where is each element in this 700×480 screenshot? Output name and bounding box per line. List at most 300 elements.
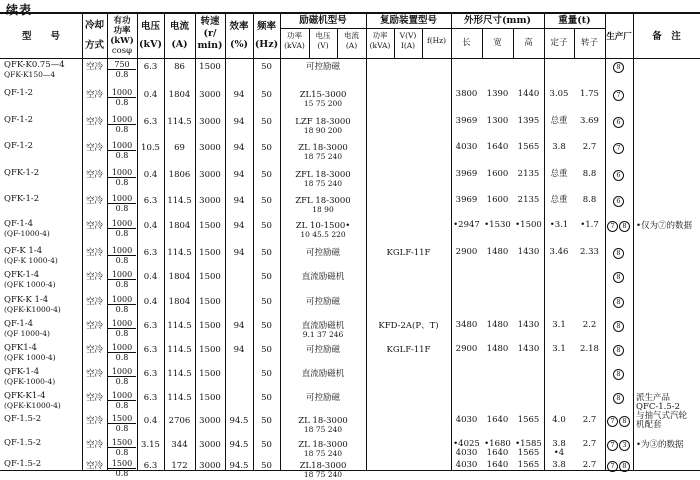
power-fraction (108, 219, 136, 238)
factory-codes (605, 345, 633, 356)
header-exciter-power: 功率 (kVA) (284, 31, 305, 50)
cooling-type: 空冷 (85, 143, 103, 153)
rotor-value: •1.7 (580, 220, 599, 230)
factory-code-badge: 8 (613, 297, 624, 308)
compound-model: KFD-2A(P、T) (378, 321, 439, 331)
header-frequency: 频率 (Hz) (254, 21, 279, 50)
power-cos: 0.8 (115, 256, 129, 265)
len-value: •2947 (453, 220, 480, 230)
power-kw: 1000 (108, 88, 136, 98)
exciter-model: ZFL 18-3000 (295, 196, 351, 206)
exciter-model: LZF 18-3000 (295, 117, 351, 127)
power-cos: 0.8 (115, 401, 129, 410)
freq-value: 50 (261, 321, 272, 331)
exciter-model: 可控励磁 (305, 393, 340, 403)
stator-value: 4.0 (552, 415, 566, 425)
power-fraction (108, 343, 136, 362)
factory-codes (605, 440, 633, 451)
speed-value: 1500 (199, 321, 221, 331)
current-value: 114.5 (167, 321, 192, 331)
exciter-model: 可控励磁 (305, 345, 340, 355)
power-kw: 1000 (108, 219, 136, 229)
power-fraction (108, 295, 136, 314)
factory-codes (605, 297, 633, 308)
current-value: 114.5 (167, 117, 192, 127)
factory-codes (605, 461, 633, 472)
power-fraction (108, 115, 136, 134)
factory-codes (605, 416, 633, 427)
factory-codes (605, 62, 633, 73)
stator-value: 3.1 (552, 344, 566, 354)
speed-value: 1500 (199, 221, 221, 231)
freq-value: 50 (261, 272, 272, 282)
cooling-type: 空冷 (85, 117, 103, 127)
eff-value: 94 (233, 221, 245, 231)
exciter-model: ZFL 18-3000 (295, 170, 351, 180)
freq-value: 50 (261, 221, 272, 231)
speed-value: 3000 (199, 440, 221, 450)
cooling-type: 空冷 (85, 90, 103, 100)
wid-value: 1640 (486, 142, 509, 152)
power-cos: 0.8 (115, 469, 129, 478)
exciter-model: 18 75 240 (303, 179, 343, 188)
power-kw: 1000 (108, 141, 136, 151)
stator-value: 3.1 (552, 320, 566, 330)
current-value: 1804 (168, 221, 191, 231)
header-weight: 重量(t) (558, 15, 591, 26)
speed-value: 1500 (199, 272, 221, 282)
header-compound: 复励装置型号 (379, 15, 437, 26)
wid-value: 1600 (486, 195, 509, 205)
note-text: QFC-1.5-2 (636, 402, 681, 412)
power-cos: 0.8 (115, 125, 129, 134)
header-voltage: 电压 (kV) (139, 21, 162, 50)
current-value: 1804 (168, 297, 191, 307)
factory-code-badge: 8 (613, 369, 624, 380)
rotor-value: 3.69 (580, 116, 599, 126)
stator-value: 3.8 (552, 460, 566, 470)
len-value: 4030 (455, 460, 478, 470)
cooling-type: 空冷 (85, 297, 103, 307)
eff-value: 94 (233, 90, 245, 100)
eff-value: 94 (233, 248, 245, 258)
power-cos: 0.8 (115, 448, 129, 457)
speed-value: 1500 (199, 297, 221, 307)
factory-code-badge: 8 (619, 461, 630, 472)
rotor-value: 8.8 (582, 195, 597, 205)
factory-codes (605, 196, 633, 207)
current-value: 172 (171, 461, 188, 471)
model-name: (QFK 1000-4) (4, 353, 56, 362)
note-text: 派生产品 (636, 393, 671, 403)
model-name: QFK-K150—4 (4, 70, 56, 79)
power-cos: 0.8 (115, 305, 129, 314)
power-cos: 0.8 (115, 151, 129, 160)
exciter-model: 18 75 240 (303, 470, 343, 479)
factory-code-badge: 3 (619, 440, 630, 451)
voltage-value: 0.4 (143, 272, 158, 282)
current-value: 114.5 (167, 369, 192, 379)
cooling-type: 空冷 (85, 62, 103, 72)
cooling-type: 空冷 (85, 170, 103, 180)
cooling-type: 空冷 (85, 321, 103, 331)
power-fraction (108, 246, 136, 265)
note-text: 机配套 (636, 420, 662, 430)
freq-value: 50 (261, 345, 272, 355)
voltage-value: 10.5 (141, 143, 160, 153)
exciter-model: 18 75 240 (303, 425, 343, 434)
factory-codes (605, 272, 633, 283)
model-name: QFK-K 1-4 (4, 295, 49, 305)
stator-value: 3.8 (552, 142, 566, 152)
hgt-value: 1565 (517, 415, 540, 425)
wid-value: 1390 (486, 89, 509, 99)
power-kw: 1500 (108, 414, 136, 424)
model-name: QF-1.5-2 (4, 414, 42, 424)
model-name: QFK-K1-4 (4, 391, 46, 401)
current-value: 86 (174, 62, 185, 72)
header-compound-power: 功率 (kVA) (369, 31, 391, 50)
exciter-model: 可控励磁 (305, 248, 340, 258)
factory-code-badge: 7 (607, 440, 618, 451)
model-name: QF-1-4 (4, 319, 34, 329)
model-name: QFK-1-2 (4, 194, 40, 204)
factory-codes (605, 90, 633, 101)
cooling-type: 空冷 (85, 393, 103, 403)
header-factory: 生产厂 (606, 32, 632, 42)
freq-value: 50 (261, 90, 272, 100)
header-height: 高 (524, 38, 533, 48)
hgt-value: 1430 (517, 344, 540, 354)
eff-value: 94.5 (229, 461, 249, 471)
len-value: 3800 (455, 89, 478, 99)
header-exciter-voltage: 电压 (V) (315, 31, 331, 50)
model-name: QFK-1-4 (4, 367, 40, 377)
factory-code-badge: 8 (613, 272, 624, 283)
len-value: 2900 (455, 344, 478, 354)
stator-value: 3.8 •4 (552, 439, 566, 458)
rotor-value: 2.7 (582, 460, 597, 470)
factory-code-badge: 8 (613, 393, 624, 404)
speed-value: 1500 (199, 393, 221, 403)
factory-code-badge: 6 (613, 117, 624, 128)
len-value: 2900 (455, 247, 478, 257)
exciter-model: 18 90 200 (303, 126, 343, 135)
current-value: 2706 (168, 416, 191, 426)
power-kw: 1000 (108, 115, 136, 125)
current-value: 114.5 (167, 248, 192, 258)
rotor-value: 1.75 (580, 89, 599, 99)
factory-code-badge: 7 (607, 416, 618, 427)
power-kw: 1000 (108, 391, 136, 401)
header-rotor: 转子 (580, 38, 598, 48)
exciter-model: ZL18-3000 (299, 461, 347, 471)
speed-value: 3000 (199, 170, 221, 180)
freq-value: 50 (261, 117, 272, 127)
wid-value: 1480 (486, 320, 509, 330)
current-value: 114.5 (167, 393, 192, 403)
cooling-type: 空冷 (85, 416, 103, 426)
header-compound-freq: f(Hz) (426, 36, 447, 45)
current-value: 69 (174, 143, 185, 153)
voltage-value: 6.3 (143, 248, 158, 258)
speed-value: 3000 (199, 117, 221, 127)
factory-code-badge: 7 (613, 143, 624, 154)
power-fraction (108, 141, 136, 160)
note-text: •仅为⑦的数据 (636, 221, 693, 231)
power-cos: 0.8 (115, 204, 129, 213)
voltage-value: 0.4 (143, 416, 158, 426)
hgt-value: 1440 (517, 89, 540, 99)
header-efficiency: 效率 (%) (229, 21, 249, 50)
power-kw: 750 (108, 60, 136, 70)
eff-value: 94 (233, 345, 245, 355)
factory-code-badge: 7 (613, 90, 624, 101)
wid-value: 1640 (486, 415, 509, 425)
power-cos: 0.8 (115, 178, 129, 187)
speed-value: 1500 (199, 62, 221, 72)
wid-value: 1480 (486, 344, 509, 354)
wid-value: 1480 (486, 247, 509, 257)
power-kw: 1000 (108, 270, 136, 280)
exciter-model: 15 75 200 (303, 99, 343, 108)
model-name: (QFK-K1000-4) (4, 305, 61, 314)
freq-value: 50 (261, 62, 272, 72)
header-speed: 转速 (r/ min) (197, 16, 223, 51)
factory-codes (605, 369, 633, 380)
wid-value: •1530 (484, 220, 511, 230)
eff-value: 94 (233, 321, 245, 331)
voltage-value: 3.15 (141, 440, 160, 450)
power-cos: 0.8 (115, 70, 129, 79)
voltage-value: 6.3 (143, 321, 158, 331)
wid-value: •1680 1640 (484, 439, 511, 458)
len-value: 3969 (455, 195, 478, 205)
wid-value: 1300 (486, 116, 509, 126)
factory-codes (605, 221, 633, 232)
hgt-value: 2135 (517, 169, 540, 179)
cooling-type: 空冷 (85, 345, 103, 355)
spec-table (0, 14, 700, 479)
power-fraction (108, 194, 136, 213)
model-name: (QF-K 1000-4) (4, 256, 58, 265)
factory-code-badge: 7 (607, 221, 618, 232)
header-dims: 外形尺寸(mm) (463, 15, 532, 26)
freq-value: 50 (261, 440, 272, 450)
power-kw: 1000 (108, 343, 136, 353)
power-cos: 0.8 (115, 229, 129, 238)
model-name: QF-1-2 (4, 115, 34, 125)
factory-code-badge: 8 (613, 62, 624, 73)
model-name: (QF-1000-4) (4, 229, 50, 238)
freq-value: 50 (261, 297, 272, 307)
exciter-model: 18 90 (312, 205, 334, 214)
hgt-value: 1430 (517, 320, 540, 330)
power-cos: 0.8 (115, 424, 129, 433)
compound-model: KGLF-11F (386, 248, 431, 258)
voltage-value: 6.3 (143, 62, 158, 72)
cooling-type: 空冷 (85, 440, 103, 450)
current-value: 114.5 (167, 345, 192, 355)
factory-code-badge: 8 (619, 221, 630, 232)
speed-value: 1500 (199, 248, 221, 258)
note-text: 与抽气式汽轮 (636, 411, 688, 421)
eff-value: 94.5 (229, 416, 249, 426)
power-kw: 1500 (108, 438, 136, 448)
factory-codes (605, 321, 633, 332)
power-fraction (108, 367, 136, 386)
model-name: QF-1-2 (4, 88, 34, 98)
exciter-model: 可控励磁 (305, 62, 340, 72)
rotor-value: 2.2 (582, 320, 597, 330)
voltage-value: 6.3 (143, 117, 158, 127)
model-name: (QFK-K1000-4) (4, 401, 61, 410)
stator-value: 3.05 (549, 89, 569, 99)
hgt-value: 1565 (517, 460, 540, 470)
eff-value: 94 (233, 196, 245, 206)
model-name: (QF 1000-4) (4, 329, 50, 338)
factory-codes (605, 170, 633, 181)
exciter-model: 18 75 240 (303, 449, 343, 458)
factory-code-badge: 6 (613, 170, 624, 181)
freq-value: 50 (261, 416, 272, 426)
voltage-value: 0.4 (143, 221, 158, 231)
speed-value: 3000 (199, 90, 221, 100)
power-cos: 0.8 (115, 377, 129, 386)
wid-value: 1640 (486, 460, 509, 470)
len-value: 3480 (455, 320, 478, 330)
eff-value: 94.5 (229, 440, 249, 450)
factory-code-badge: 7 (607, 461, 618, 472)
exciter-model: ZL 18-3000 (298, 440, 348, 450)
exciter-model: ZL 18-3000 (298, 416, 348, 426)
eff-value: 94 (233, 143, 245, 153)
power-cos: 0.8 (115, 329, 129, 338)
exciter-model: 9.1 37 246 (302, 330, 344, 339)
model-name: QFK1-4 (4, 343, 37, 353)
rotor-value: 2.7 (582, 142, 597, 152)
current-value: 344 (171, 440, 188, 450)
power-kw: 1500 (108, 459, 136, 469)
model-name: QF-1.5-2 (4, 438, 42, 448)
speed-value: 3000 (199, 143, 221, 153)
freq-value: 50 (261, 369, 272, 379)
exciter-model: 10 45.5 220 (300, 230, 346, 239)
hgt-value: •1585 1565 (515, 439, 542, 458)
header-stator: 定子 (550, 38, 568, 48)
model-name: QF-1-2 (4, 141, 34, 151)
page-title: 续表 (6, 3, 33, 17)
model-name: (QFK 1000-4) (4, 280, 56, 289)
rotor-value: 2.7 (582, 415, 597, 425)
voltage-value: 6.3 (143, 393, 158, 403)
header-power: 有功 功率 (kW) cosφ (110, 16, 134, 56)
power-fraction (108, 60, 136, 79)
factory-code-badge: 6 (613, 196, 624, 207)
exciter-model: 可控励磁 (305, 297, 340, 307)
model-name: QF-1.5-2 (4, 459, 42, 469)
power-cos: 0.8 (115, 353, 129, 362)
model-name: QFK-K0.75—4 (4, 60, 65, 70)
len-value: 3969 (455, 116, 478, 126)
stator-value: 3.46 (549, 247, 569, 257)
voltage-value: 0.4 (143, 170, 158, 180)
hgt-value: 2135 (517, 195, 540, 205)
header-notes: 备 注 (652, 31, 681, 42)
current-value: 1804 (168, 90, 191, 100)
voltage-value: 6.3 (143, 369, 158, 379)
rotor-value: 8.8 (582, 169, 597, 179)
header-width: 宽 (493, 38, 502, 48)
hgt-value: 1430 (517, 247, 540, 257)
model-name: QFK-1-4 (4, 270, 40, 280)
len-value: •4025 4030 (453, 439, 480, 458)
factory-codes (605, 117, 633, 128)
exciter-model: 18 75 240 (303, 152, 343, 161)
header-cooling: 冷却 方式 (84, 20, 104, 51)
rotor-value: 2.33 (580, 247, 599, 257)
note-text: •为③的数据 (636, 440, 684, 450)
factory-code-badge: 8 (613, 248, 624, 259)
eff-value: 94 (233, 117, 245, 127)
freq-value: 50 (261, 393, 272, 403)
factory-codes (605, 393, 633, 404)
len-value: 4030 (455, 142, 478, 152)
speed-value: 3000 (199, 416, 221, 426)
hgt-value: 1395 (517, 116, 540, 126)
model-name: (QFK-1000-4) (4, 377, 56, 386)
header-model: 型 号 (21, 31, 60, 42)
rotor-value: 2.18 (580, 344, 599, 354)
power-fraction (108, 414, 136, 433)
hgt-value: 1565 (517, 142, 540, 152)
speed-value: 1500 (199, 369, 221, 379)
cooling-type: 空冷 (85, 369, 103, 379)
header-compound-vi: V(V) I(A) (399, 31, 417, 50)
cooling-type: 空冷 (85, 196, 103, 206)
power-fraction (108, 270, 136, 289)
freq-value: 50 (261, 143, 272, 153)
stator-value: 总重 (550, 169, 568, 179)
header-exciter: 励磁机型号 (299, 15, 347, 26)
exciter-model: ZL 10-1500• (295, 221, 351, 231)
power-fraction (108, 438, 136, 457)
header-current: 电流 (A) (169, 21, 189, 50)
voltage-value: 6.3 (143, 461, 158, 471)
power-kw: 1000 (108, 194, 136, 204)
stator-value: •3.1 (549, 220, 569, 230)
hgt-value: •1500 (515, 220, 542, 230)
power-fraction (108, 319, 136, 338)
len-value: 3969 (455, 169, 478, 179)
rotor-value: 2.7 (582, 439, 597, 449)
cooling-type: 空冷 (85, 221, 103, 231)
exciter-model: ZL15-3000 (299, 90, 347, 100)
current-value: 114.5 (167, 196, 192, 206)
exciter-model: 直流励磁机 (301, 321, 345, 331)
voltage-value: 0.4 (143, 90, 158, 100)
voltage-value: 0.4 (143, 297, 158, 307)
len-value: 4030 (455, 415, 478, 425)
factory-codes (605, 143, 633, 154)
model-name: QFK-1-2 (4, 168, 40, 178)
current-value: 1804 (168, 272, 191, 282)
power-kw: 1000 (108, 168, 136, 178)
voltage-value: 6.3 (143, 345, 158, 355)
cooling-type: 空冷 (85, 248, 103, 258)
power-kw: 1000 (108, 295, 136, 305)
power-kw: 1000 (108, 246, 136, 256)
